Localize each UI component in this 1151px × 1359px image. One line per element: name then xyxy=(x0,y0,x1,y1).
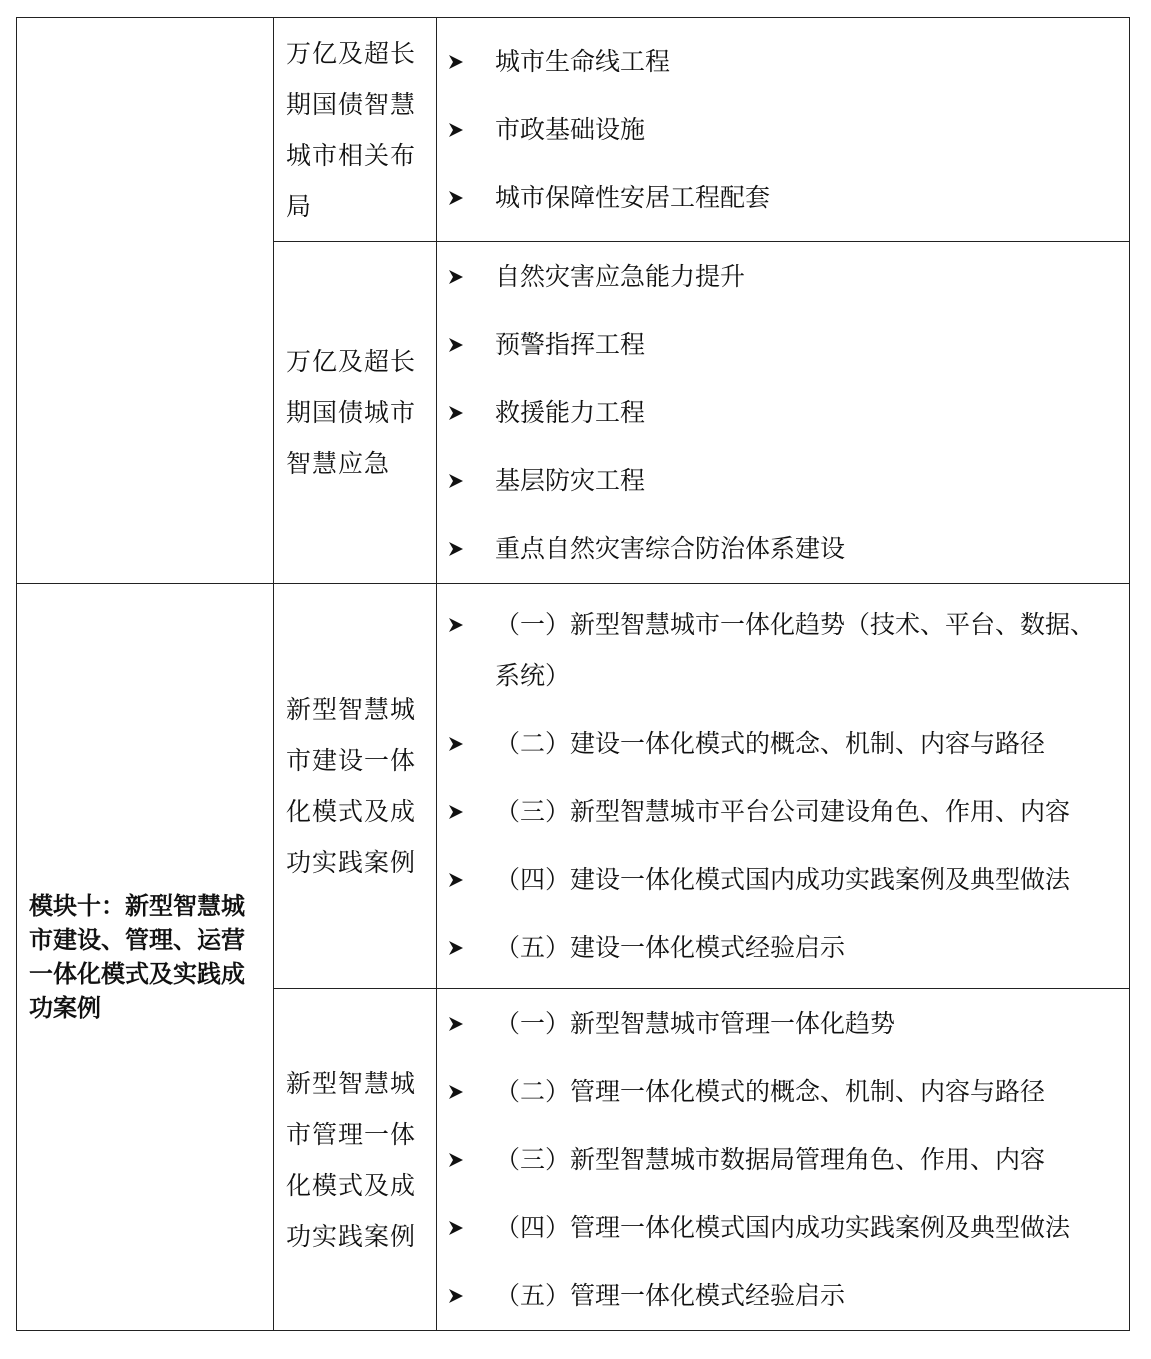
list-item xyxy=(437,998,1129,1049)
arrow-bullet-icon xyxy=(447,523,469,574)
list-item xyxy=(437,455,1129,506)
topic-label: 万亿及超长期国债城市智慧应急 xyxy=(286,347,417,478)
list-item xyxy=(437,1202,1129,1253)
table-row xyxy=(17,18,1130,242)
item-text: （二）管理一体化模式的概念、机制、内容与路径 xyxy=(495,1077,1046,1106)
list-item xyxy=(437,387,1129,438)
arrow-bullet-icon xyxy=(447,319,469,370)
arrow-bullet-icon xyxy=(447,1066,469,1117)
topic-cell xyxy=(274,989,437,1331)
item-text: 预警指挥工程 xyxy=(495,330,646,359)
item-list xyxy=(437,599,1129,973)
item-text: （二）建设一体化模式的概念、机制、内容与路径 xyxy=(495,729,1046,758)
item-text: 基层防灾工程 xyxy=(495,466,646,495)
list-item xyxy=(437,786,1129,837)
item-list xyxy=(437,18,1129,241)
list-item xyxy=(437,523,1129,574)
arrow-bullet-icon xyxy=(447,1202,469,1253)
item-text: （一）新型智慧城市管理一体化趋势 xyxy=(495,1009,896,1038)
item-text: （五）管理一体化模式经验启示 xyxy=(495,1281,846,1310)
item-text: （五）建设一体化模式经验启示 xyxy=(495,933,846,962)
item-text: 救援能力工程 xyxy=(495,398,646,427)
list-item xyxy=(437,251,1129,302)
table-row xyxy=(17,584,1130,989)
topic-label: 新型智慧城市建设一体化模式及成功实践案例 xyxy=(286,695,417,877)
arrow-bullet-icon xyxy=(447,1134,469,1185)
list-item xyxy=(437,1270,1129,1321)
topic-cell xyxy=(274,584,437,989)
topic-label: 新型智慧城市管理一体化模式及成功实践案例 xyxy=(286,1068,417,1251)
arrow-bullet-icon xyxy=(447,599,469,650)
item-text: （一）新型智慧城市一体化趋势（技术、平台、数据、系统） xyxy=(495,610,1096,690)
items-cell xyxy=(437,242,1130,584)
arrow-bullet-icon xyxy=(447,172,469,223)
arrow-bullet-icon xyxy=(447,998,469,1049)
list-item xyxy=(437,854,1129,905)
list-item xyxy=(437,104,1129,155)
item-text: 自然灾害应急能力提升 xyxy=(495,262,746,291)
topic-cell xyxy=(274,242,437,584)
list-item xyxy=(437,172,1129,223)
arrow-bullet-icon xyxy=(447,36,469,87)
item-list xyxy=(437,998,1129,1321)
item-text: （三）新型智慧城市数据局管理角色、作用、内容 xyxy=(495,1145,1046,1174)
arrow-bullet-icon xyxy=(447,854,469,905)
arrow-bullet-icon xyxy=(447,251,469,302)
arrow-bullet-icon xyxy=(447,786,469,837)
topic-cell xyxy=(274,18,437,242)
items-cell xyxy=(437,18,1130,242)
item-text: （四）管理一体化模式国内成功实践案例及典型做法 xyxy=(495,1213,1071,1242)
topic-label: 万亿及超长期国债智慧城市相关布局 xyxy=(286,38,417,221)
arrow-bullet-icon xyxy=(447,387,469,438)
list-item xyxy=(437,599,1129,701)
item-text: （四）建设一体化模式国内成功实践案例及典型做法 xyxy=(495,865,1071,894)
module-title-cell xyxy=(17,584,274,1331)
list-item xyxy=(437,319,1129,370)
item-text: 市政基础设施 xyxy=(495,115,646,144)
arrow-bullet-icon xyxy=(447,1270,469,1321)
item-text: 城市保障性安居工程配套 xyxy=(495,183,771,212)
arrow-bullet-icon xyxy=(447,922,469,973)
item-text: （三）新型智慧城市平台公司建设角色、作用、内容 xyxy=(495,797,1071,826)
list-item xyxy=(437,1134,1129,1185)
arrow-bullet-icon xyxy=(447,455,469,506)
items-cell xyxy=(437,989,1130,1331)
item-text: 重点自然灾害综合防治体系建设 xyxy=(495,534,846,563)
course-outline-table xyxy=(16,17,1130,1331)
module-cell-empty xyxy=(17,18,274,584)
list-item xyxy=(437,922,1129,973)
item-text: 城市生命线工程 xyxy=(495,47,671,76)
arrow-bullet-icon xyxy=(447,718,469,769)
list-item xyxy=(437,36,1129,87)
list-item xyxy=(437,718,1129,769)
items-cell xyxy=(437,584,1130,989)
list-item xyxy=(437,1066,1129,1117)
item-list xyxy=(437,251,1129,574)
module-title: 模块十：新型智慧城市建设、管理、运营一体化模式及实践成功案例 xyxy=(29,892,245,1022)
arrow-bullet-icon xyxy=(447,104,469,155)
